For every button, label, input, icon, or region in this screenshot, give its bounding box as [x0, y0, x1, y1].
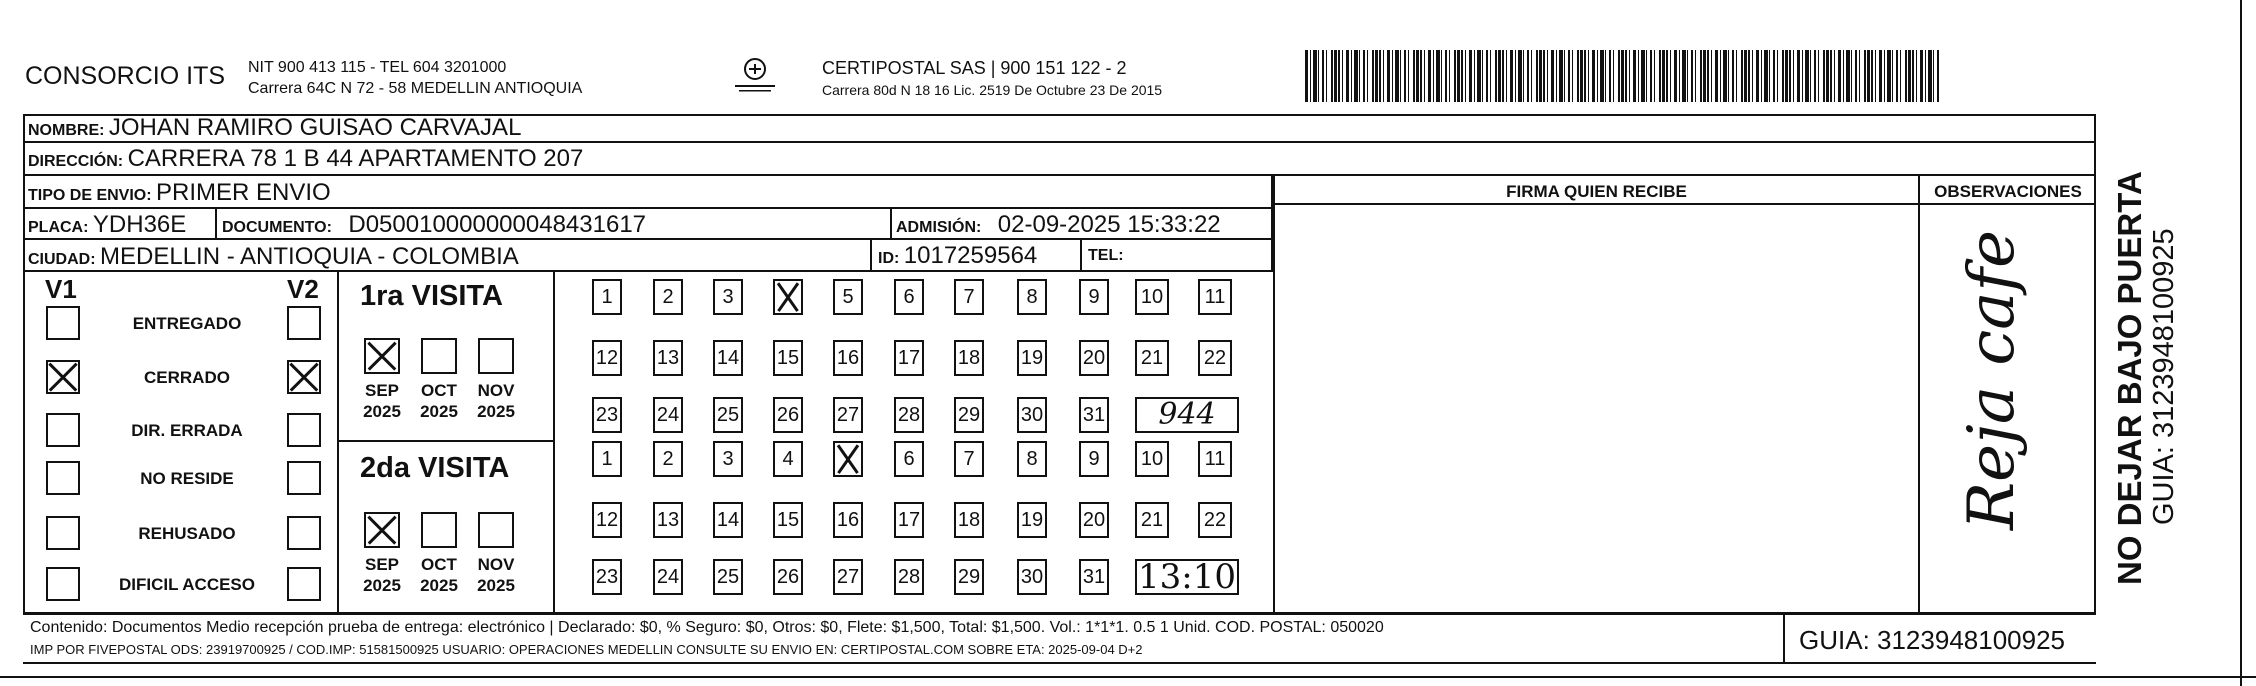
barcode-bar [1461, 50, 1463, 102]
barcode-bar [1556, 50, 1557, 102]
first-day-25[interactable]: 25 [713, 397, 743, 433]
v1-checkbox-rehusado[interactable] [46, 516, 80, 550]
barcode-bar [1559, 50, 1563, 102]
ciudad-line [28, 243, 519, 271]
barcode-bar [1441, 50, 1442, 102]
first-day-8[interactable]: 8 [1017, 279, 1047, 315]
first-day-12[interactable]: 12 [592, 340, 622, 376]
second-month-label: OCT 2025 [420, 555, 458, 595]
first-day-9[interactable]: 9 [1079, 279, 1109, 315]
v1-checkbox-cerrado[interactable] [46, 360, 80, 394]
barcode-bar [1536, 50, 1538, 102]
second-day-3[interactable]: 3 [713, 441, 743, 477]
first-visit-title: 1ra VISITA [360, 280, 503, 312]
first-month-label: OCT 2025 [420, 381, 458, 421]
footer-content: Contenido: Documentos Medio recepción prueba de entrega: electrónico | Declarado: $0, % Seguro: $0, Otros: $0, Flete: $1,500, Total: $1,500. Vol.: 1*1*1. 0.5 1 Unid. COD. POSTAL: 050020 [30, 619, 1384, 636]
second-day-28[interactable]: 28 [894, 559, 924, 595]
barcode-bar [1600, 50, 1604, 102]
second-day-19[interactable]: 19 [1017, 502, 1047, 538]
first-day-13[interactable]: 13 [653, 340, 683, 376]
barcode-bar [1454, 50, 1456, 102]
ciudad-value: MEDELLIN - ANTIOQUIA - COLOMBIA [100, 243, 519, 270]
documento-value: D050010000000048431617 [348, 211, 647, 238]
status-label: CERRADO [144, 368, 230, 387]
observaciones-label: OBSERVACIONES [1934, 182, 2082, 201]
barcode-bar [1732, 50, 1734, 102]
second-day-13[interactable]: 13 [653, 502, 683, 538]
barcode-bar [1744, 50, 1747, 102]
barcode-bar [1359, 50, 1360, 102]
barcode-bar [1666, 50, 1668, 102]
barcode-bar [1871, 50, 1873, 102]
barcode-bar [1851, 50, 1852, 102]
placa-label: PLACA: [28, 219, 89, 236]
documento-label: DOCUMENTO: [222, 219, 332, 236]
first-day-31[interactable]: 31 [1079, 397, 1109, 433]
barcode-bar [1748, 50, 1750, 102]
second-day-9[interactable]: 9 [1079, 441, 1109, 477]
first-month-nov[interactable] [478, 338, 514, 374]
v2-checkbox-entregado[interactable] [287, 306, 321, 340]
barcode-bar [1707, 50, 1709, 102]
direccion-line [28, 145, 583, 173]
v2-checkbox-rehusado[interactable] [287, 516, 321, 550]
barcode-bar [1404, 50, 1406, 102]
barcode-bar [1662, 50, 1665, 102]
barcode-bar [1761, 50, 1762, 102]
tel-label: TEL: [1088, 247, 1124, 264]
certipostal-logo-icon [725, 55, 785, 95]
barcode-bar [1413, 50, 1415, 102]
second-day-24[interactable]: 24 [653, 559, 683, 595]
first-day-29[interactable]: 29 [954, 397, 984, 433]
barcode-bar [1797, 50, 1800, 102]
barcode-bar [1769, 50, 1770, 102]
barcode-bar [1916, 50, 1917, 102]
barcode-bar [1830, 50, 1832, 102]
first-month-label: NOV 2025 [477, 381, 515, 421]
barcode-bar [1859, 50, 1860, 102]
status-label: ENTREGADO [132, 314, 242, 333]
first-day-6[interactable]: 6 [894, 279, 924, 315]
barcode-bar [1912, 50, 1914, 102]
barcode-bar [1670, 50, 1671, 102]
first-day-14[interactable]: 14 [713, 340, 743, 376]
carrier-name: CERTIPOSTAL SAS | 900 151 122 - 2 [822, 58, 1127, 78]
barcode [1305, 50, 1945, 102]
second-visit-title: 2da VISITA [360, 452, 510, 484]
barcode-bar [1597, 50, 1598, 102]
direccion-value: CARRERA 78 1 B 44 APARTAMENTO 207 [127, 145, 584, 172]
barcode-bar [1720, 50, 1721, 102]
first-day-26[interactable]: 26 [773, 397, 803, 433]
barcode-bar [1477, 50, 1481, 102]
second-day-23[interactable]: 23 [592, 559, 622, 595]
barcode-bar [1564, 50, 1565, 102]
barcode-bar [1322, 50, 1324, 102]
barcode-bar [1482, 50, 1483, 102]
first-day-30[interactable]: 30 [1017, 397, 1047, 433]
barcode-bar [1372, 50, 1374, 102]
barcode-bar [1334, 50, 1337, 102]
id-label: ID: [878, 250, 900, 267]
barcode-bar [1543, 50, 1545, 102]
barcode-bar [1682, 50, 1686, 102]
barcode-bar [1416, 50, 1419, 102]
second-day-27[interactable]: 27 [833, 559, 863, 595]
nombre-line [28, 114, 521, 142]
barcode-bar [1445, 50, 1447, 102]
second-month-nov[interactable] [478, 512, 514, 548]
barcode-bar [1474, 50, 1475, 102]
second-day-7[interactable]: 7 [954, 441, 984, 477]
barcode-bar [1937, 50, 1939, 102]
first-day-20[interactable]: 20 [1079, 340, 1109, 376]
barcode-bar [1338, 50, 1340, 102]
status-label: DIFICIL ACCESO [118, 575, 255, 594]
barcode-bar [1826, 50, 1829, 102]
barcode-bar [1395, 50, 1399, 102]
barcode-bar [1383, 50, 1384, 102]
v1-checkbox-no-reside[interactable] [46, 461, 80, 495]
side-warning: NO DEJAR BAJO PUERTA [2111, 171, 2148, 585]
status-label: REHUSADO [138, 524, 236, 543]
barcode-bar [1577, 50, 1579, 102]
barcode-bar [1408, 50, 1409, 102]
nombre-value: JOHAN RAMIRO GUISAO CARVAJAL [108, 114, 522, 141]
barcode-bar [1609, 50, 1611, 102]
second-day-15[interactable]: 15 [773, 502, 803, 538]
barcode-bar [1354, 50, 1358, 102]
barcode-bar [1523, 50, 1524, 102]
barcode-bar [1728, 50, 1729, 102]
first-day-15[interactable]: 15 [773, 340, 803, 376]
barcode-bar [1568, 50, 1570, 102]
documento-line [222, 211, 646, 239]
barcode-bar [1933, 50, 1934, 102]
admision-line [896, 211, 1221, 239]
barcode-bar [1879, 50, 1882, 102]
barcode-bar [1928, 50, 1932, 102]
status-label: DIR. ERRADA [131, 421, 243, 440]
barcode-bar [1318, 50, 1319, 102]
barcode-bar [1392, 50, 1393, 102]
barcode-bar [1864, 50, 1866, 102]
v2-checkbox-cerrado[interactable] [287, 360, 321, 394]
second-month-oct[interactable] [421, 512, 457, 548]
v1-label: V1 [45, 274, 77, 304]
footer-imp: IMP POR FIVEPOSTAL ODS: 23919700925 / COD.IMP: 51581500925 USUARIO: OPERACIONES MEDELLIN CONSULTE SU ENVIO EN: CERTIPOSTAL.COM SOBRE ETA: 2025-09-04 D+2 [30, 642, 1143, 657]
barcode-bar [1900, 50, 1901, 102]
admision-label: ADMISIÓN: [896, 219, 982, 236]
second-day-22[interactable]: 22 [1198, 502, 1232, 538]
barcode-bar [1641, 50, 1645, 102]
barcode-bar [1584, 50, 1586, 102]
side-guia: GUIA: 3123948100925 [2148, 228, 2180, 525]
tipo-label: TIPO DE ENVIO: [28, 187, 152, 204]
barcode-bar [1498, 50, 1501, 102]
barcode-bar [1875, 50, 1876, 102]
barcode-bar [1674, 50, 1677, 102]
v1-checkbox-dificil-acceso[interactable] [46, 567, 80, 601]
barcode-bar [1375, 50, 1378, 102]
second-day-2[interactable]: 2 [653, 441, 683, 477]
barcode-bar [1387, 50, 1390, 102]
barcode-bar [1379, 50, 1381, 102]
first-day-23[interactable]: 23 [592, 397, 622, 433]
second-day-26[interactable]: 26 [773, 559, 803, 595]
second-day-31[interactable]: 31 [1079, 559, 1109, 595]
barcode-bar [1400, 50, 1401, 102]
company-name: CONSORCIO ITS [25, 62, 226, 90]
second-day-16[interactable]: 16 [833, 502, 863, 538]
barcode-bar [1313, 50, 1317, 102]
first-day-21[interactable]: 21 [1135, 340, 1169, 376]
footer-guia: GUIA: 3123948100925 [1799, 625, 2065, 655]
first-day-2[interactable]: 2 [653, 279, 683, 315]
barcode-bar [1715, 50, 1718, 102]
second-day-6[interactable]: 6 [894, 441, 924, 477]
v2-checkbox-dificil-acceso[interactable] [287, 567, 321, 601]
barcode-bar [1700, 50, 1702, 102]
barcode-bar [1527, 50, 1529, 102]
second-day-29[interactable]: 29 [954, 559, 984, 595]
second-day-17[interactable]: 17 [894, 502, 924, 538]
observaciones-handwriting: Reja cafe [1955, 230, 2029, 530]
firma-label: FIRMA QUIEN RECIBE [1506, 182, 1687, 201]
barcode-bar [1638, 50, 1639, 102]
placa-value: YDH36E [92, 211, 187, 238]
id-line [878, 242, 1037, 270]
barcode-bar [1592, 50, 1595, 102]
barcode-bar [1920, 50, 1923, 102]
barcode-bar [1867, 50, 1870, 102]
first-day-10[interactable]: 10 [1135, 279, 1169, 315]
barcode-bar [1687, 50, 1688, 102]
second-day-14[interactable]: 14 [713, 502, 743, 538]
barcode-bar [1633, 50, 1636, 102]
status-label: NO RESIDE [140, 469, 234, 488]
barcode-bar [1711, 50, 1712, 102]
barcode-bar [1823, 50, 1825, 102]
barcode-bar [1810, 50, 1811, 102]
barcode-bar [1490, 50, 1491, 102]
barcode-bar [1305, 50, 1308, 102]
barcode-bar [1650, 50, 1652, 102]
barcode-bar [1736, 50, 1737, 102]
barcode-bar [1625, 50, 1627, 102]
barcode-bar [1756, 50, 1759, 102]
barcode-bar [1367, 50, 1368, 102]
barcode-bar [1346, 50, 1349, 102]
first-day-7[interactable]: 7 [954, 279, 984, 315]
barcode-bar [1424, 50, 1425, 102]
second-month-label: NOV 2025 [477, 555, 515, 595]
barcode-bar [1420, 50, 1422, 102]
first-day-22[interactable]: 22 [1198, 340, 1232, 376]
v2-checkbox-no-reside[interactable] [287, 461, 321, 495]
barcode-bar [1764, 50, 1768, 102]
barcode-bar [1703, 50, 1706, 102]
second-day-18[interactable]: 18 [954, 502, 984, 538]
barcode-bar [1659, 50, 1661, 102]
barcode-bar [1539, 50, 1542, 102]
barcode-bar [1679, 50, 1680, 102]
nombre-label: NOMBRE: [28, 122, 105, 139]
barcode-bar [1846, 50, 1850, 102]
barcode-bar [1547, 50, 1548, 102]
barcode-bar [1814, 50, 1816, 102]
second-month-label: SEP 2025 [363, 555, 401, 595]
barcode-bar [1838, 50, 1841, 102]
barcode-bar [1691, 50, 1693, 102]
barcode-bar [1887, 50, 1891, 102]
barcode-bar [1773, 50, 1775, 102]
barcode-bar [1884, 50, 1885, 102]
second-day-30[interactable]: 30 [1017, 559, 1047, 595]
second-day-1[interactable]: 1 [592, 441, 622, 477]
first-day-17[interactable]: 17 [894, 340, 924, 376]
first-day-4[interactable] [773, 279, 803, 315]
barcode-bar [1646, 50, 1647, 102]
barcode-bar [1908, 50, 1911, 102]
barcode-bar [1695, 50, 1696, 102]
first-day-24[interactable]: 24 [653, 397, 683, 433]
placa-line [28, 211, 186, 239]
barcode-bar [1925, 50, 1926, 102]
second-visit-handwriting: 13:10 [1135, 559, 1239, 595]
barcode-bar [1580, 50, 1583, 102]
barcode-bar [1621, 50, 1624, 102]
barcode-bar [1351, 50, 1352, 102]
barcode-bar [1486, 50, 1488, 102]
barcode-bar [1518, 50, 1522, 102]
barcode-bar [1449, 50, 1450, 102]
second-day-5[interactable] [833, 441, 863, 477]
barcode-bar [1465, 50, 1466, 102]
barcode-bar [1723, 50, 1727, 102]
second-day-25[interactable]: 25 [713, 559, 743, 595]
first-day-19[interactable]: 19 [1017, 340, 1047, 376]
second-day-21[interactable]: 21 [1135, 502, 1169, 538]
first-month-sep[interactable] [364, 338, 400, 374]
barcode-bar [1618, 50, 1620, 102]
barcode-bar [1805, 50, 1809, 102]
barcode-bar [1515, 50, 1516, 102]
first-day-11[interactable]: 11 [1198, 279, 1232, 315]
second-day-8[interactable]: 8 [1017, 441, 1047, 477]
direccion-label: DIRECCIÓN: [28, 153, 124, 170]
barcode-bar [1785, 50, 1788, 102]
barcode-bar [1428, 50, 1431, 102]
barcode-bar [1629, 50, 1630, 102]
barcode-bar [1433, 50, 1434, 102]
first-visit-handwriting: 944 [1135, 397, 1239, 433]
first-day-27[interactable]: 27 [833, 397, 863, 433]
barcode-bar [1531, 50, 1532, 102]
barcode-bar [1777, 50, 1778, 102]
ciudad-label: CIUDAD: [28, 251, 96, 268]
company-nit: NIT 900 413 115 - TEL 604 3201000 [248, 59, 507, 76]
second-day-4[interactable]: 4 [773, 441, 803, 477]
barcode-bar [1436, 50, 1440, 102]
barcode-bar [1495, 50, 1497, 102]
tipo-value: PRIMER ENVIO [156, 179, 331, 206]
barcode-bar [1502, 50, 1504, 102]
barcode-bar [1752, 50, 1753, 102]
first-day-5[interactable]: 5 [833, 279, 863, 315]
barcode-bar [1613, 50, 1614, 102]
first-day-16[interactable]: 16 [833, 340, 863, 376]
barcode-bar [1818, 50, 1819, 102]
v2-checkbox-dir-errada[interactable] [287, 413, 321, 447]
barcode-bar [1363, 50, 1365, 102]
v1-checkbox-entregado[interactable] [46, 306, 80, 340]
v1-checkbox-dir-errada[interactable] [46, 413, 80, 447]
barcode-bar [1741, 50, 1743, 102]
first-month-label: SEP 2025 [363, 381, 401, 421]
v2-label: V2 [287, 274, 319, 304]
barcode-bar [1469, 50, 1472, 102]
barcode-bar [1802, 50, 1803, 102]
barcode-bar [1905, 50, 1907, 102]
carrier-address: Carrera 80d N 18 16 Lic. 2519 De Octubre 23 De 2015 [822, 82, 1163, 98]
barcode-bar [1855, 50, 1857, 102]
barcode-bar [1782, 50, 1784, 102]
second-day-11[interactable]: 11 [1198, 441, 1232, 477]
second-day-20[interactable]: 20 [1079, 502, 1109, 538]
barcode-bar [1551, 50, 1554, 102]
second-day-10[interactable]: 10 [1135, 441, 1169, 477]
barcode-bar [1331, 50, 1333, 102]
barcode-bar [1457, 50, 1460, 102]
barcode-bar [1896, 50, 1898, 102]
first-day-3[interactable]: 3 [713, 279, 743, 315]
barcode-bar [1342, 50, 1343, 102]
barcode-bar [1506, 50, 1507, 102]
barcode-bar [1572, 50, 1573, 102]
admision-value: 02-09-2025 15:33:22 [997, 211, 1221, 238]
first-day-28[interactable]: 28 [894, 397, 924, 433]
barcode-bar [1834, 50, 1835, 102]
first-month-oct[interactable] [421, 338, 457, 374]
barcode-bar [1892, 50, 1893, 102]
first-day-18[interactable]: 18 [954, 340, 984, 376]
barcode-bar [1793, 50, 1794, 102]
barcode-bar [1789, 50, 1791, 102]
tipo-line [28, 179, 331, 207]
first-day-1[interactable]: 1 [592, 279, 622, 315]
id-value: 1017259564 [903, 242, 1038, 269]
barcode-bar [1605, 50, 1606, 102]
barcode-bar [1510, 50, 1513, 102]
barcode-bar [1843, 50, 1844, 102]
barcode-bar [1588, 50, 1589, 102]
barcode-bar [1310, 50, 1311, 102]
second-month-sep[interactable] [364, 512, 400, 548]
barcode-bar [1654, 50, 1655, 102]
company-address: Carrera 64C N 72 - 58 MEDELLIN ANTIOQUIA [248, 80, 583, 97]
barcode-bar [1326, 50, 1327, 102]
second-day-12[interactable]: 12 [592, 502, 622, 538]
